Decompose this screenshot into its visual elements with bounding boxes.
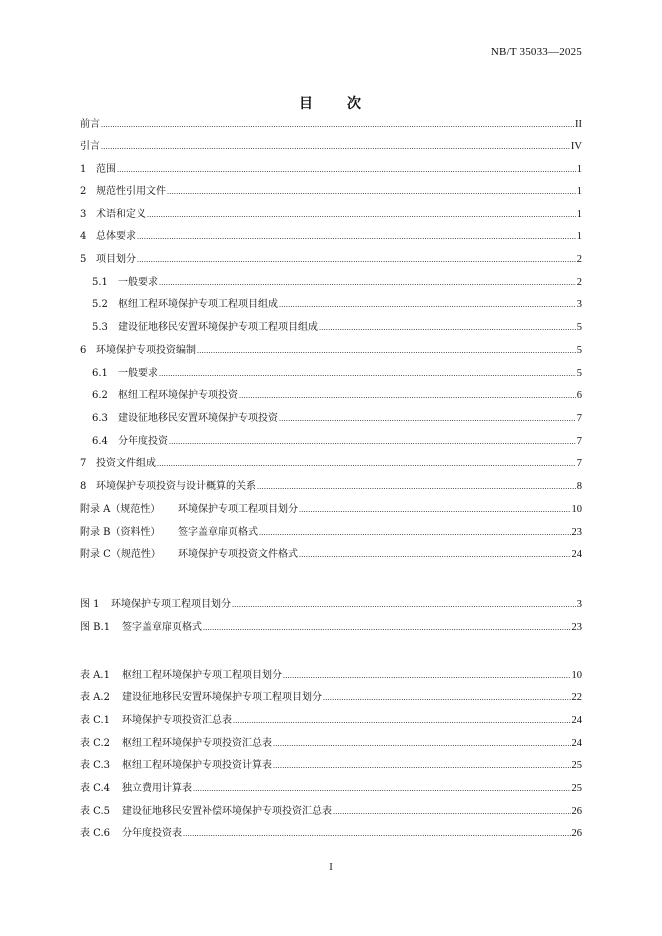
toc-label: 环境保护专项投资文件格式: [178, 549, 298, 560]
toc-label: 环境保护专项投资编制: [96, 345, 196, 356]
toc-label: 环境保护专项工程项目划分: [178, 504, 298, 515]
table-page: 10: [571, 670, 582, 681]
toc-page: 5: [576, 368, 582, 379]
dot-leader: [203, 620, 571, 636]
page-number: I: [329, 862, 333, 873]
toc-page: 6: [576, 390, 582, 401]
toc-label: 枢纽工程环境保护专项投资: [118, 390, 238, 401]
toc-page: 8: [576, 481, 582, 492]
table-number: 表 C.4: [80, 783, 111, 794]
table-entry-a2[interactable]: [80, 690, 582, 706]
table-label: 独立费用计算表: [122, 783, 192, 794]
table-number: 表 C.1: [80, 715, 111, 726]
toc-entry-5-1[interactable]: [92, 275, 582, 291]
figure-entry-1[interactable]: [80, 597, 582, 613]
dot-leader: [197, 343, 576, 359]
dot-leader: [169, 434, 576, 450]
toc-label: 分年度投资: [118, 436, 168, 447]
figure-number: 图 B.1: [80, 622, 111, 633]
dot-leader: [299, 547, 571, 563]
dot-leader: [117, 162, 576, 178]
dot-leader: [239, 388, 576, 404]
toc-number: 6.2: [92, 390, 108, 401]
toc-page: 7: [576, 458, 582, 469]
figure-number: 图 1: [80, 599, 100, 610]
dot-leader: [273, 736, 571, 752]
dot-leader: [333, 804, 571, 820]
toc-page: 5: [576, 322, 582, 333]
toc-label: 一般要求: [118, 277, 158, 288]
toc-entry-5-3[interactable]: [92, 320, 582, 336]
dot-leader: [233, 713, 571, 729]
toc-number: 2: [80, 186, 87, 197]
toc-entry-5[interactable]: [80, 252, 582, 268]
toc-page: 3: [576, 299, 582, 310]
toc-entry-appendix-a[interactable]: [80, 502, 582, 518]
toc-number: 6.4: [92, 436, 108, 447]
toc-page: 5: [576, 345, 582, 356]
dot-leader: [193, 781, 571, 797]
toc-number: 6.1: [92, 368, 108, 379]
table-label: 建设征地移民安置补偿环境保护专项投资汇总表: [122, 806, 332, 817]
toc-entry-6-4[interactable]: [92, 434, 582, 450]
table-entry-c1[interactable]: [80, 713, 582, 729]
document-code: NB/T 35033—2025: [490, 46, 582, 58]
table-entry-c2[interactable]: [80, 736, 582, 752]
toc-number: 附录 B（资料性）: [80, 527, 161, 538]
toc-number: 6: [80, 345, 87, 356]
dot-leader: [147, 207, 576, 223]
toc-label: 环境保护专项投资与设计概算的关系: [96, 481, 256, 492]
dot-leader: [279, 297, 576, 313]
toc-label: 范围: [96, 164, 116, 175]
table-entry-c4[interactable]: [80, 781, 582, 797]
table-page: 24: [571, 715, 582, 726]
dot-leader: [183, 826, 571, 842]
toc-entry-4[interactable]: [80, 229, 582, 245]
toc-number: 8: [80, 481, 87, 492]
figure-label: 签字盖章扉页格式: [122, 622, 202, 633]
toc-entry-introduction[interactable]: [80, 139, 582, 155]
toc-number: 5.3: [92, 322, 108, 333]
toc-page: 2: [576, 277, 582, 288]
toc-label: 总体要求: [96, 231, 136, 242]
table-label: 环境保护专项投资汇总表: [122, 715, 232, 726]
toc-entry-5-2[interactable]: [92, 297, 582, 313]
toc-page: IV: [570, 141, 582, 152]
figure-page: 3: [576, 599, 582, 610]
toc-page: 2: [576, 254, 582, 265]
toc-page: 10: [571, 504, 582, 515]
table-page: 25: [571, 783, 582, 794]
toc-entry-3[interactable]: [80, 207, 582, 223]
figure-label: 环境保护专项工程项目划分: [111, 599, 231, 610]
table-page: 22: [571, 692, 582, 703]
table-label: 枢纽工程环境保护专项工程项目划分: [122, 670, 282, 681]
dot-leader: [273, 758, 571, 774]
toc-label: 枢纽工程环境保护专项工程项目组成: [118, 299, 278, 310]
toc-entry-1[interactable]: [80, 162, 582, 178]
page-title: 目 次: [299, 96, 363, 112]
dot-leader: [157, 456, 576, 472]
table-page: 25: [571, 760, 582, 771]
table-entry-c3[interactable]: [80, 758, 582, 774]
toc-number: 7: [80, 458, 87, 469]
toc-label: 建设征地移民安置环境保护专项投资: [118, 413, 278, 424]
toc-entry-appendix-c[interactable]: [80, 547, 582, 563]
dot-leader: [101, 139, 570, 155]
table-number: 表 C.3: [80, 760, 111, 771]
toc-page: 1: [576, 186, 582, 197]
toc-label: 引言: [80, 141, 100, 152]
table-page: 26: [571, 806, 582, 817]
toc-number: 1: [80, 164, 87, 175]
dot-leader: [159, 275, 576, 291]
figure-entry-b1[interactable]: [80, 620, 582, 636]
toc-page: 1: [576, 209, 582, 220]
dot-leader: [323, 690, 571, 706]
dot-leader: [101, 117, 574, 133]
toc-page: 1: [576, 164, 582, 175]
toc-number: 5.2: [92, 299, 108, 310]
toc-entry-7[interactable]: [80, 456, 582, 472]
dot-leader: [137, 229, 576, 245]
toc-number: 3: [80, 209, 87, 220]
toc-entry-2[interactable]: [80, 184, 582, 200]
table-entry-c6[interactable]: [80, 826, 582, 842]
toc-label: 规范性引用文件: [96, 186, 166, 197]
table-entry-c5[interactable]: [80, 804, 582, 820]
dot-leader: [232, 597, 576, 613]
toc-number: 4: [80, 231, 87, 242]
table-number: 表 A.1: [80, 670, 110, 681]
toc-page: 7: [576, 436, 582, 447]
table-label: 枢纽工程环境保护专项投资计算表: [122, 760, 272, 771]
toc-entry-foreword[interactable]: [80, 117, 582, 133]
table-page: 26: [571, 828, 582, 839]
toc-page: 1: [576, 231, 582, 242]
dot-leader: [279, 411, 576, 427]
toc-entry-8[interactable]: [80, 479, 582, 495]
table-number: 表 C.2: [80, 738, 111, 749]
toc-label: 术语和定义: [96, 209, 146, 220]
toc-label: 项目划分: [96, 254, 136, 265]
toc-number: 6.3: [92, 413, 108, 424]
table-number: 表 C.5: [80, 806, 111, 817]
dot-leader: [283, 668, 571, 684]
table-label: 建设征地移民安置环境保护专项工程项目划分: [122, 692, 322, 703]
toc-entry-6-2[interactable]: [92, 388, 582, 404]
toc-entry-6[interactable]: [80, 343, 582, 359]
dot-leader: [299, 502, 571, 518]
table-label: 枢纽工程环境保护专项投资汇总表: [122, 738, 272, 749]
toc-page: II: [575, 119, 582, 130]
toc-label: 投资文件组成: [96, 458, 156, 469]
dot-leader: [167, 184, 576, 200]
toc-page: 23: [571, 527, 582, 538]
toc-number: 5.1: [92, 277, 108, 288]
table-number: 表 A.2: [80, 692, 110, 703]
toc-entry-6-1[interactable]: [92, 366, 582, 382]
toc-number: 5: [80, 254, 87, 265]
figure-page: 23: [571, 622, 582, 633]
table-page: 24: [571, 738, 582, 749]
dot-leader: [257, 479, 576, 495]
toc-number: 附录 C（规范性）: [80, 549, 161, 560]
dot-leader: [159, 366, 576, 382]
dot-leader: [259, 525, 571, 541]
toc-entry-6-3[interactable]: [92, 411, 582, 427]
toc-label: 签字盖章扉页格式: [178, 527, 258, 538]
toc-label: 一般要求: [118, 368, 158, 379]
table-number: 表 C.6: [80, 828, 111, 839]
toc-page: 7: [576, 413, 582, 424]
toc-number: 附录 A（规范性）: [80, 504, 161, 515]
toc-label: 建设征地移民安置环境保护专项工程项目组成: [118, 322, 318, 333]
dot-leader: [319, 320, 576, 336]
toc-page: 24: [571, 549, 582, 560]
toc-entry-appendix-b[interactable]: [80, 525, 582, 541]
table-entry-a1[interactable]: [80, 668, 582, 684]
toc-label: 前言: [80, 119, 100, 130]
table-label: 分年度投资表: [122, 828, 182, 839]
dot-leader: [137, 252, 576, 268]
